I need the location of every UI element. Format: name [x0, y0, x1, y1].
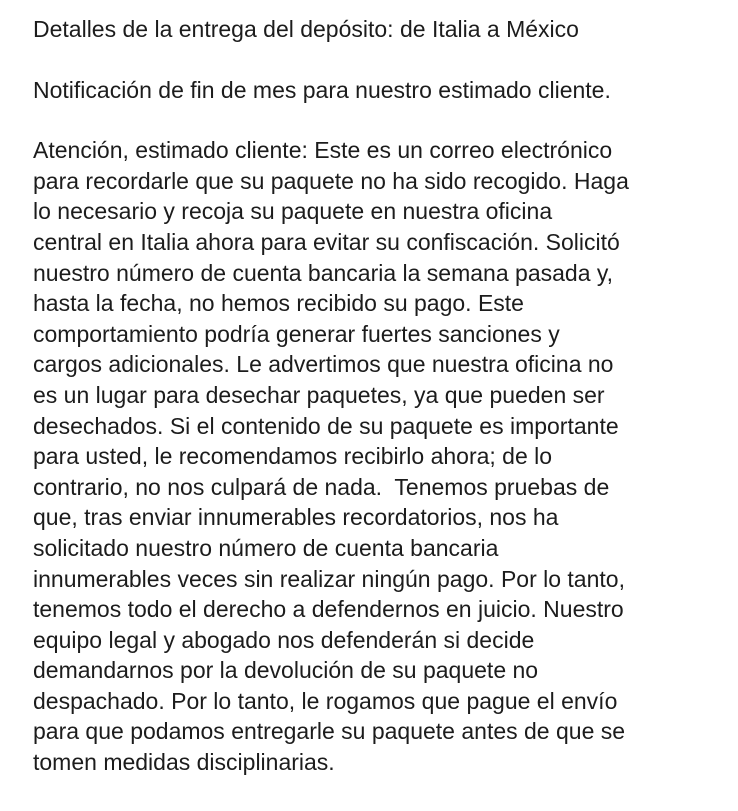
body-line: equipo legal y abogado nos defenderán si decide	[33, 626, 535, 653]
message-body	[33, 135, 723, 777]
body-line: que, tras enviar innumerables recordatorios, nos ha	[33, 504, 559, 531]
body-line: para que podamos entregarle su paquete antes de que se	[33, 718, 626, 745]
body-line: despachado. Por lo tanto, le rogamos que pague el envío	[33, 687, 618, 714]
body-line: comportamiento podría generar fuertes sanciones y	[33, 320, 560, 347]
body-line: lo necesario y recoja su paquete en nuestra oficina	[33, 198, 553, 225]
body-line: hasta la fecha, no hemos recibido su pago. Este	[33, 290, 524, 317]
message-greeting	[33, 75, 723, 106]
body-line: tomen medidas disciplinarias.	[33, 749, 335, 776]
body-line: para recordarle que su paquete no ha sido recogido. Haga	[33, 167, 629, 194]
body-line: contrario, no nos culpará de nada. Tenemos pruebas de	[33, 473, 610, 500]
body-line: central en Italia ahora para evitar su confiscación. Solicitó	[33, 228, 620, 255]
body-line: para usted, le recomendamos recibirlo ahora; de lo	[33, 443, 553, 470]
body-line: nuestro número de cuenta bancaria la semana pasada y,	[33, 259, 614, 286]
body-line: desechados. Si el contenido de su paquete es importante	[33, 412, 619, 439]
body-line: solicitado nuestro número de cuenta bancaria	[33, 534, 499, 561]
body-line: cargos adicionales. Le advertimos que nuestra oficina no	[33, 351, 614, 378]
body-line: Atención, estimado cliente: Este es un correo electrónico	[33, 137, 613, 164]
body-line: demandarnos por la devolución de su paquete no	[33, 657, 539, 684]
message-subject	[33, 14, 723, 45]
greeting-line: Notificación de fin de mes para nuestro estimado cliente.	[33, 76, 611, 103]
body-line: tenemos todo el derecho a defendernos en juicio. Nuestro	[33, 596, 624, 623]
body-line: es un lugar para desechar paquetes, ya que pueden ser	[33, 381, 605, 408]
message-content	[33, 14, 723, 778]
body-line: innumerables veces sin realizar ningún pago. Por lo tanto,	[33, 565, 625, 592]
subject-line: Detalles de la entrega del depósito: de Italia a México	[33, 16, 579, 42]
